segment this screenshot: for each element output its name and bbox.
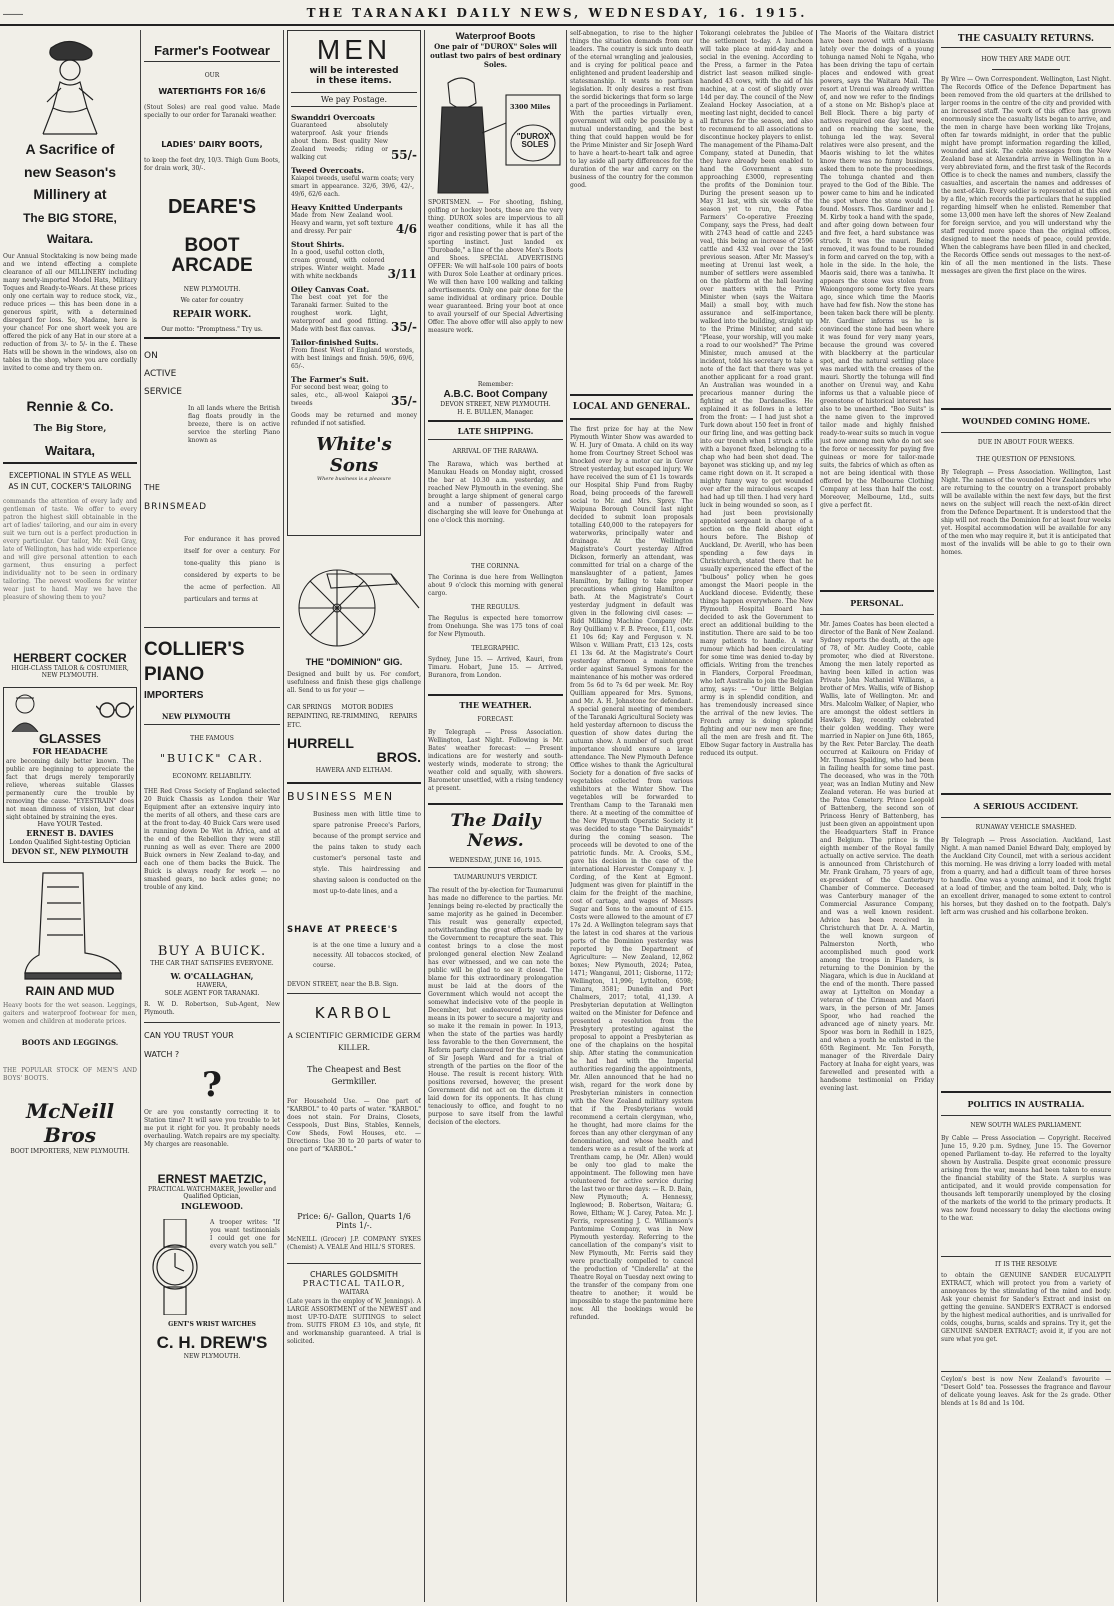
brinsmead-body: For endurance it has proved itself for over a century. For tone-quality this piano is considered by experts to be the acme of perfection. All particulars and terms at [184, 535, 280, 603]
men-ad [287, 30, 421, 536]
davies-name: ERNEST B. DAVIES [26, 827, 114, 838]
corinna-body: The Corinna is due here from Wellington about 9 o'clock this morning with general cargo. [428, 574, 563, 598]
men-item-desc: The best coat yet for the Taranaki farmer. Suited to the roughest work. Light, waterproof and good fitting. Made with best flax canvas. [291, 294, 388, 333]
resolve-body: to obtain the GENUINE SANDER EUCALYPTI EXTRACT, which will protect you from a variety of annoyances by the stimulating of the mind and body. Ask your chemist for Sander's Extract and insist on getting the genuine. SANDER'S EXTRACT is endorsed by the highest medical authorities, and is unrivalled for colds, coughs, burns, scalds and sprains. Try it, get the GENUINE SANDER EXTRACT; avoid it, if you are not sure what you get. [941, 1272, 1111, 1343]
buick-economy: ECONOMY. RELIABILITY. [172, 772, 252, 780]
wristwatch-ad [144, 1219, 280, 1315]
collier-importers: IMPORTERS [144, 690, 204, 702]
men-item-title: Tailor-finished Suits. [291, 338, 379, 347]
masthead-title: THE TARANAKI DAILY NEWS, WEDNESDAY, 16. 1915. [306, 6, 808, 20]
rennie-name: Rennie & Co. [26, 398, 114, 415]
collier-name: COLLIER'S [144, 638, 245, 660]
weather-heading: THE WEATHER. [459, 700, 532, 711]
fold-mark: ―― [3, 9, 23, 20]
service-item: REPAINTING, RE-TRIMMING, [287, 713, 380, 721]
personal-heading: PERSONAL. [850, 598, 904, 608]
sacrifice-line-4: The BIG STORE, [23, 211, 117, 226]
casualty-sub: HOW THEY ARE MADE OUT. [981, 56, 1071, 63]
maetzig-sub: PRACTICAL WATCHMAKER, Jeweller and Qualified Optician, [147, 1186, 277, 1201]
politics-sub: NEW SOUTH WALES PARLIAMENT. [970, 1122, 1082, 1129]
men-item-desc: Kaiapoi tweeds, useful warm coats; very smart in appearance. 32/6, 39/6, 42/-, 49/6, 62/6 each. [291, 175, 414, 198]
abc-name: A.B.C. Boot Company [443, 388, 548, 400]
men-item-price: 4/6 [395, 222, 417, 236]
men-item-price: 55/- [390, 148, 417, 162]
farmer-our: OUR [204, 71, 220, 79]
ladies-title: LADIES' DAIRY BOOTS, [161, 139, 263, 149]
davies-address: DEVON ST., NEW PLYMOUTH [11, 846, 129, 856]
boot-illustration [3, 869, 137, 981]
men-item [291, 113, 417, 162]
leader-date: WEDNESDAY, JUNE 16, 1915. [449, 857, 542, 865]
buick-title: "BUICK" CAR. [159, 751, 265, 765]
durox-headline: One pair of "DUROX" Soles will outlast two pairs of best ordinary Soles. [430, 41, 561, 69]
wounded-due: DUE IN ABOUT FOUR WEEKS. [977, 439, 1075, 446]
business-body: Business men with little time to spare patronise Preece's Parlors, because of the prompt service and the pains taken to study each customer's personal taste and style. This hairdressing and shaving saloon is conducted on the most up-to-date lines, and a [313, 811, 421, 896]
men-interest-2: in these items. [316, 76, 392, 86]
karbol-title: KARBOL [314, 1004, 394, 1023]
glasses-ad [3, 687, 137, 863]
whites-name: White's Sons [316, 434, 392, 476]
active-line-2: ACTIVE [144, 368, 177, 379]
buick-subagent: R. W. D. Robertson, Sub-Agent, New Plymouth. [144, 1000, 280, 1016]
ladies-body: to keep the feet dry, 10/3. Thigh Gum Boots, for drain work, 30/-. [144, 156, 280, 172]
column-3 [284, 30, 424, 1602]
column-1 [0, 30, 140, 1602]
leggings-title: BOOTS AND LEGGINGS. [21, 1037, 119, 1047]
services-list [287, 703, 421, 730]
forecast-heading: FORECAST. [477, 716, 514, 724]
men-item-price: 35/- [390, 394, 417, 408]
whites-tagline: Where business is a pleasure [317, 476, 391, 482]
leader-continued: self-abnegation, to rise to the higher things the situation demands from our leaders. The country is sick unto death of the eternal wrangling and jealousies, and is crying for political peace and enlightened and prudent leadership and statesmanship. It wants no partisan legislation. It only desires a rest from the sordid bickerings that form so large a part of the proceedings in Parliament. With the parties virtually even, government will only be possible by a mutual understanding, and the best thing that could happen would be for the Prime Minister and Sir Joseph Ward to have a heart-to-heart talk and agree to lay aside all party differences for the duration of the war and carry on the business of the country for the common good. [570, 30, 693, 189]
farmer-title: Farmer's Footwear [154, 43, 270, 58]
durox-miles: 3300 Miles [510, 102, 551, 111]
men-item-price: 3/11 [387, 267, 417, 281]
rain-title: RAIN AND MUD [25, 984, 115, 999]
deare-name: DEARE'S [167, 195, 257, 218]
whites-logo [291, 434, 417, 482]
davies-sub: London Qualified Sight-testing Optician [9, 838, 131, 846]
karbol-germ: A SCIENTIFIC GERMICIDE GERM KILLER. [287, 1031, 421, 1053]
men-item [291, 285, 417, 334]
accident-sub: RUNAWAY VEHICLE SMASHED. [975, 824, 1077, 831]
deare-town: NEW PLYMOUTH. [183, 285, 241, 293]
man-with-headache-icon [6, 690, 44, 732]
men-item [291, 338, 417, 371]
collier-town: NEW PLYMOUTH [162, 711, 231, 721]
ceylon-body: Ceylon's best is now New Zealand's favourite — "Desert Gold" tea. Possesses the fragrance and flavour of delicate young leaves. Ask for the 2s grade. Other blends at 1s 8d and 1s 10d. [941, 1376, 1111, 1407]
column-5 [567, 30, 696, 1602]
men-item-title: Tweed Overcoats. [291, 166, 364, 175]
buick-satisfies: THE CAR THAT SATISFIES EVERYONE. [150, 959, 274, 967]
ocallaghan-name: W. O'CALLAGHAN, [170, 970, 254, 981]
column-6 [697, 30, 816, 1602]
sacrifice-body: Our Annual Stocktaking is now being made and we intend effecting a complete clearance of all our MILLINERY including many newly-imported Model Hats, Military Toques and Ready-to-Wears. At these prices only one certain way to reduce stock, viz., reduce prices — this has been done in a generous spirit, with a determined disregard for loss. So, Madame, here is your chance! For one short week you are offered the pick of any Hat in our store at a reduction of from 3/- to 5/- in the £. These Hats will be shown in the windows, also on tables in the shop, where you are cordially invited to come and try them on. [3, 253, 137, 373]
hurrell-name: HURRELL [287, 735, 354, 752]
accident-heading: A SERIOUS ACCIDENT. [973, 801, 1079, 811]
mcneill-address: BOOT IMPORTERS, NEW PLYMOUTH. [10, 1147, 130, 1155]
karbol-sellers: McNEILL (Grocer) J.P. COMPANY SYKES (Chemist) A. VEALE And HILL'S STORES. [287, 1236, 421, 1252]
column-7 [817, 30, 937, 1602]
boot-arcade: BOOT ARCADE [171, 234, 253, 276]
dominion-title: THE "DOMINION" GIG. [305, 657, 403, 667]
service-item: CAR SPRINGS [287, 704, 332, 712]
men-item-price: 35/- [390, 320, 417, 334]
politics-heading: POLITICS IN AUSTRALIA. [967, 1099, 1085, 1109]
repair-work: REPAIR WORK. [172, 309, 252, 320]
karbol-price: Price: 6/- Gallon, Quarts 1/6 Pints 1/-. [297, 1212, 411, 1231]
hurrell-block [287, 736, 421, 765]
maori-story: The Maoris of the Waitara district have been moved with enthusiasm lately over the doings of a young tohunga named Nohi te Ngaha, who has been driving the tapu of certain places and endowed with great powers, says the Waitara Mail. The resort at Urenui was already written of, and now we refer to the findings of a stone on Mr. Bishop's place at Bell Block. There a big party of natives required one day last week, and on reaching the scene, the tohunga led the way. Several relatives were also present, and the Maoris wishing to let the whites know there was no funny business, asked them to note the proceedings. The tohunga chanted and then prayed to the God of the Bible. The power came to him and he indicated the spot where the stone would be found. Mossrs. Thos. Gardiner and J. M. Kirby took a hand with the spade, and after going down between four and five feet, a hard substance was struck. It was the mauri. Being removed, it was found to be rounded in form and carved on the top, with a hole in the side. In the hole, the Maoris said, there was a taniwha. It appears the stone was stolen from Waiongongoro some forty five years ago, since which time the Maoris have had few fish. Now the stone has been taken back there will be plenty. Mr. Gardiner informs us he is convinced the stone had been where it was found for very many years, because the ground was covered with blackberry at the particular spot, and the natural settling place was marked with the creases of the mauri. Shortly the tohunga will find another on Urenui way, and Kahu informs us that a valuable piece of greenstone of historical interest has also to be unearthed. "Boo Suits" is the name given to the improved tailor made and highly finished ready-to-wear suits so much in vogue just now among men who do not see the force or necessity for paying five guineas or more for tailor-made suits, the fabrics of which as often as not are being identical with those offered by the Melbourne Clothing Company at less than half the cost. Moreover, Melbourne, Ltd., suits give a perfect fit. [820, 30, 934, 509]
shave-address: DEVON STREET, near the B.B. Sign. [287, 981, 399, 989]
buick-body: THE Red Cross Society of England selected 20 Buick Chassis as London their War Equipment after an extensive inquiry into the merits of all others, and these cars are at the front to-day. 40 Buick Cars were used in running down De Wet in Africa, and at the end of the Rebellion they were still running as well as ever. There are 2000 Buick owners in New Zealand to-day, and each one of them backs the Buick. The Buick is always ready for work — no smashed gears, no back axles gone; no trouble of any kind. [144, 787, 280, 891]
karbol-body: For Household Use. — One part of "KARBOL" to 40 parts of water. "KARBOL" does not stain. For Drains, Closets, Cesspools, Dust Bins, Stables, Kennels, Cow Sheds, Fowl Houses, etc. — Directions: Use 30 to 20 parts of water to one part of "KARBOL." [287, 1098, 421, 1154]
arrival-body: The Rarawa, which was berthed at Manukau Heads on Monday night, crossed the bar at 10.30 a.m. yesterday, and reached New Plymouth in the evening. She brought a large shipment of general cargo and a number of passengers. After discharging she will leave for Onehunga at one o'clock this morning. [428, 461, 563, 525]
men-item [291, 375, 417, 408]
cocker-headline: EXCEPTIONAL IN STYLE AS WELL AS IN CUT, COCKER'S TAILORING [8, 470, 132, 491]
deare-cater: We cater for country [180, 296, 244, 304]
hurrell-town: HAWERA AND ELTHAM. [315, 767, 393, 775]
accident-body: By Telegraph — Press Association. Auckland, Last Night. A man named Daniel Edward Daly, employed by the Auckland City Council, met with a serious accident this morning. He was driving a lorry loaded with metal from a quarry, and had a difficult team of three horses to handle. One was a young animal, and it took fright at a load of timber, and the team bolted. Daly, who is an excellent driver, managed to some extent to control his horses, but they dashed on to the footpath. Daly's left arm was crushed and his collarbone broken. [941, 837, 1111, 916]
buick-famous: THE FAMOUS [190, 734, 234, 742]
deare-motto: Our motto: "Promptness." Try us. [161, 325, 263, 333]
drew-name: C. H. DREW'S [156, 1333, 268, 1353]
ocallaghan-town: HAWERA, [196, 981, 228, 989]
dominion-body: Designed and built by us. For comfort, usefulness and finish these gigs challenge all. Send to us for your — [287, 671, 421, 695]
active-body: In all lands where the British flag floats proudly in the breeze, there is on active service the sterling Piano known as [188, 404, 280, 444]
telegraphic-body: Sydney, June 15. — Arrived, Kauri, from Timaru. Hobart, June 15. — Arrived, Buranora, from London. [428, 656, 563, 680]
regulus-body: The Regulus is expected here tomorrow from Onehunga. She was 175 tons of coal for New Plymouth. [428, 615, 563, 639]
shipping-heading: LATE SHIPPING. [457, 426, 534, 437]
shave-title: SHAVE AT PREECE'S [287, 925, 399, 936]
service-item: MOTOR BODIES [341, 704, 394, 712]
cocker-body: commands the attention of every lady and gentleman of taste. We offer to every patron the highest skill obtainable in the art of ladies' tailoring, and our aim in every suit we turn out is a perfect production in every particular. Our tailor, Mr. Neil Gray, late of Wellington, has had wide experience and will give personal attention to each garment, thus ensuring a perfect individuality not to be seen in ordinary tailoring. The newest woollens for winter wear just to hand. May we have the pleasure of showing them to you? [3, 497, 137, 601]
active-line-1: ON [144, 350, 158, 361]
masthead [0, 0, 1114, 26]
sacrifice-line-2: new Season's [23, 163, 117, 180]
wounded-heading: WOUNDED COMING HOME. [961, 416, 1091, 426]
column-6-text: Tokorangi celebrates the Jubilee of the settlement to-day. A luncheon will take place at mid-day and a social in the evening. According to the Press, a farmer in the Patea district last season milked single-handed 43 cows, with the aid of his machine, at a cost of slightly over 14d per day. The council of the New Zealand Hockey Association, at a meeting last night, decided to cancel all fixtures for the season, and also to recommend to all associations to discontinue hockey players to enlist. The management of the Pihama-Dalt Company, stated at Dunedin, that they have already been enabled to hand the Government a sum approaching £3000, representing the profits of the Dominion tour. During the present season up to May 31 last, with six weeks of the season yet to run, the Patea Farmers' Co-operative Freezing Company, says the Press, had dealt with 2743 head of cattle and 2245 veal, this being an increase of 2596 cattle and 432 veal over the last previous season. After Mr. Massey's meeting at Urenui last week, a number of settlers were assembled on the platform at the hall leaving over matters with the Prime Minister when (says the Waitara Mail) a small boy, with much assurance and self-importance, walked into the building, straight up to the Prime Minister, and said: "Please, your worship, will you make a road to our woolshed?" The Prime Minister, much amused at the incident, told his secretary to take a note of the fact that there was yet another applicant for a road grant. An Australian was wounded in a precarious manner during the fighting at the Dardanelles. He explained it as follows in a letter from the front: — I had just shot a Turk down about 150 feet in front of our firing line, and was getting back into our trench when I struck a rifle with a bayonet fixed, belonging to a chap who had been shot dead. The bayonet was sticking up, and my leg came right down on it. It scraped a mighty funny way to get wounded over after the miraculous escapes I had had up till then. I had very hard luck in being wounded so soon, as I had just been provisionally appointed sergeant in charge of a section on the field about eight hours before. The Bishop of Auckland, Dr. Averill, who has been spending a few days in Christchurch, stated there that he usually experienced the effect of the "bulbous" policy when he goes amongst the Maori people in the Auckland diocese. Evidently, these things happen everywhere. The New Plymouth Hospital Board has decided to ask the Government to erect an additional building to the institution. There are said to be too many patients to handle. A war rumour which had been circulating for some time was denied to-day by officials. Writing from the trenches in Flanders, Corporal Freedman, who left Australia to join the Belgian army, says: — "Our little Belgian army is in splendid condition, and has tremendously increased since the arrival of the new levies. The French army is doing splendid fighting and our new men are fine; all the men are fresh and fit. The Elbow Sugar factory in Australia has reduced its output. [700, 30, 813, 757]
men-postage: We pay Postage. [291, 92, 417, 107]
durox-body: SPORTSMEN. — For shooting, fishing, golfing or hockey boots, these are the very thing. DUROX soles are impervious to all weather conditions, while it has all the rigor and resisting power that is part of the sporting instinct. Just landed ex "Durobade," a line of the above Men's Boots and Shoes. SPECIAL ADVERTISING OFFER: We will half-sole 100 pairs of boots with Durox Sole Leather at ordinary prices. We will then have 100 walking and talking advertisements. Only one pair done for the same individual at ordinary price. Double wear guaranteed. Bring your boot at once to avail yourself of our Special Advertising Offer. The above offer will also apply to new measure work. [428, 198, 563, 334]
brinsmead-the: THE [144, 482, 160, 492]
local-body: The first prize for hay at the New Plymouth Winter Show was awarded to W. H. Jury of Omata. A child on its way home from Courtney Street School was knocked over by a motor car in Gover Street yesterday, but escaped injury. We have received the sum of £1 1s towards our Hospital Ship Fund from Rugby Road, being proceeds of the farewell social to Mr. and Mrs. Sprey. The Waipuna Borough Council last night decided to submit loan proposals totalling £40,000 to the ratepayers for waterworks, principally water and drainage. At the Wellington Magistrate's Court yesterday Alfred Dickson, formerly an attendant, was committed for trial on a charge of the manslaughter of a patient, James Hamilton, by failing to take proper precautions when giving Hamilton a bath. At the Magistrate's Court yesterday judgment in default was given in the following civil cases: — Ridd Milking Machine Company (Mr. Roy Quilliam) v. F. B. Preece, £11, costs £1 10s 6d; Kay and Ferguson v. N. Wilson v. William Pratt, £13 12s, costs £1 13s 6d. At the Magistrate's Court yesterday afternoon a maintenance order against Samuel Symons for the maintenance of his mother was ordered from 5s 6d to 7s 6d per week. Mr. Roy Quilliam appeared for Mrs. Symons, and Mr. A. H. Johnstone for defendant. A special general meeting of members of the Taranaki Agricultural Society was held yesterday afternoon to discuss the question of show dates during the autumn show. A number of such great importance should ensure a large attendance. The New Plymouth Defence Office wishes to thank the Agricultural Society for a donation of five sacks of vegetables collected from various exhibitors at the Winter Show. The vegetables will be forwarded to Trentham Camp to the Taranaki men there. At a meeting of the committee of the New Plymouth Operatic Society it was decided to stage "The Dairymaids" during the coming season. The proceeds will be devoted to one of the patriotic funds. Mr. A. Crooks, S.M., gave his decision in the case of the international Harvester Company v. J. Cording, of the Kent at Egmont. Judgment was given for plaintiff in the claim for the freight of the machine, cost of cartage, and wages of Messrs Sugar and Sons to the amount of £15. Costs were allowed to the amount of £7 17s 2d. A Wellington telegram says that the latest in cod shares at the various ports of the Dominion yesterday was reported by the Department of Agriculture: — New Zealand, 12,862 boxes; New Plymouth, 2024; Patea, 1471; Wanganui, 2011; Gisborne, 1172; Wellington, 11,996; Lyttelton, 6598; Timaru, 3581; Dunedin and Port Chalmers, 2017; total, 41,139. A Presbyterian deputation at Wellington waited on the Minister for Defence and presented a resolution from the Presbytery protesting against the proposal to appoint a Presbyterian as one of the chaplains on the hospital ship. After stating the communication he had had with the Imperial authorities regarding the appointments, Mr. Allen announced that he had no wish, regard for the work done by Presbyterian ministers in connection with the New Zealand military system that if the Presbyterians would recommend a certain clergyman, who, he thought, had more claims for the forces than any other clergyman of any denomination, and whose health and tenders were as a result of the work at Trentham camp, he (Mr. Allen) would be only too glad to make the appointment. The following men have volunteered for active service during the last two or three days: — R. D. Bain, New Plymouth; A. Hennessy, Inglewood; B. Robertson, Waitara; G. Rowe, Eltham; W. J. Carey, Patea. Mr. J. Ferris, representing J. C. Williamson's Pantomime Company, was in New Plymouth yesterday. Referring to the cancellation of the company's visit to New Plymouth, Mr. Ferris said they were practically compelled to cancel the production of "Cinderella" at the Theatre Royal on Tuesday next owing to the transfer of the company from one theatre to another; it would be impossible to stage the pantomime here now. All the bookings would be refunded. [570, 426, 693, 1321]
shave-body: is at the one time a luxury and a necessity. All tobaccos stocked, of course. [313, 942, 421, 970]
men-item-title: The Farmer's Suit. [291, 375, 369, 384]
sacrifice-line-5: Waitara. [46, 231, 94, 246]
abc-address: DEVON STREET, NEW PLYMOUTH. [440, 401, 551, 409]
durox-illustration [428, 73, 563, 195]
sacrifice-line-1: A Sacrifice of [25, 141, 115, 157]
goldsmith-body: (Late years in the employ of W. Jennings). A LARGE ASSORTMENT of the NEWEST and most UP-TO-DATE SUITINGS to select from. SUITS FROM £3 10s, and style, fit and workmanship guaranteed. A trial is solicited. [287, 1298, 421, 1346]
durox-remember: Remember: [477, 380, 514, 388]
personal-body: Mr. James Coates has been elected a director of the Bank of New Zealand. Sydney reports the death, at the age of 78, of Mr. Audley Coote, cable promoter, who died at Riverstone. Among the men lately reported as having been killed in action was Private John Nathaniel Williams, a brother of Mrs. Wallis, wife of Bishop Wallis, late of Wellington. Mr. and Mrs. Malcolm Walker, of Napier, who are amongst the oldest settlers in Hawke's Bay, recently celebrated their golden wedding. They were married in Napier on June 6th, 1865, by the Rev. Peter Barclay. The death occurred at Kaikoura on Friday of Mr. Thomas Spalding, who had been in failing health for some time past. The deceased, who was in the 70th year, was an Indian Mutiny and New Zealand veteran. He was buried at the Patea Cemetery. Prince Leopold of Battenberg, the second son of Princess Henry of Battenberg, has just been given an appointment upon the Headquarters Staff in France and Belgium. The prince is the eighth member of the Royal family actually on active service. The death is announced from Christchurch of Mr. Frank Graham, 75 years of age, ex-president of the Canterbury Chamber of Commerce. Deceased was Canterbury manager of the Commercial Assurance Company, and was a well known resident. Advice has been received in Christchurch that Dr. A. A. Martin, the well known surgeon of Palmerston North, who accomplished much good work among the troops in Flanders, is returning to the Dominion by the Niagara, which is due in Auckland at the end of the month. There passed away at Lyttelton on Monday a veteran of the Crimean and Maori wars, in the person of Mr. James Spoor, who had reached the advanced age of ninety years. Mr. Spoor was born in Redhill in 1825, and when a youth he enlisted in the 65th Regiment. Mr. Ten Forsyth, manager of the Riverdale Dairy Factory at Inaha for eight years, was farewelled and presented with a handsome testimonial on Friday evening last. [820, 621, 934, 1092]
men-item-title: Heavy Knitted Underpants [291, 203, 403, 212]
buy-buick: BUY A BUICK. [157, 943, 267, 959]
brinsmead-name: BRINSMEAD [144, 501, 208, 512]
active-line-3: SERVICE [144, 386, 182, 397]
local-heading: LOCAL AND GENERAL. [572, 402, 691, 412]
service-item: REPAIRS [389, 713, 418, 721]
men-item-desc: In a good, useful cotton cloth, cream ground, with colored stripes. Winter weight. Made with white neckbands [291, 249, 385, 280]
gig-illustration [287, 544, 421, 654]
gents-wrist: GENT'S WRIST WATCHES [168, 1321, 256, 1329]
rain-footer: THE POPULAR STOCK OF MEN'S AND BOYS' BOOTS. [3, 1066, 137, 1082]
watch-body: Or are you constantly correcting it to Station time? It will save you trouble to let me put it right for you. It probably needs overhauling. Watch repairs are my specialty. My charges are reasonable. [144, 1108, 280, 1148]
buick-agent: SOLE AGENT FOR TARANAKI. [164, 989, 260, 997]
collier-piano: PIANO [144, 664, 205, 686]
men-item [291, 240, 417, 281]
cocker-name: HERBERT COCKER [13, 650, 127, 665]
casualty-heading: THE CASUALTY RETURNS. [957, 34, 1095, 44]
regulus-heading: THE REGULUS. [471, 604, 520, 612]
goldsmith-town: WAITARA [339, 1289, 369, 1297]
watertights-body: (Stout Soles) are real good value. Made specially to our order for Taranaki weather. [144, 103, 280, 119]
weather-body: By Telegraph — Press Association. Wellington, Last Night. Following is Mr. Bates' weather forecast: — Present indications are for westerly and south-westerly winds, moderate to strong; the weather cold and squally, with showers. Barometer unsettled, with a rising tendency at present. [428, 729, 563, 793]
resolve-heading: IT IS THE RESOLVE [994, 1261, 1058, 1268]
active-service [144, 347, 280, 401]
casualty-body: By Wire — Own Correspondent. Wellington, Last Night. The Records Office of the Defence Department has been removed from the old quarters at the drillshed to larger rooms in the centre of the city and provided with an increased staff. The work of this office has grown enormously since the casualty lists began to arrive, and the men in charge have been working like Trojans, often far towards midnight, in order that the public might have prompt information regarding the killed, wounded and sick. The cable messages from the New Zealand base at Alexandria arrive in Wellington in a very abbreviated form, and the first task of the Records Office is to check the names and numbers, classify the casualties, and ascertain the names and addresses of the next-of-kin. Every soldier is represented at this end by a file, which records the particulars that he supplied regarding himself when he enlisted. Remember that some 13,000 men have left the shores of New Zealand for foreign service, and you will understand why the staff required more space than the original offices, designed to meet the needs of peace, could provide. When the cablegrams have been filled in and checked, the Records Office sends out messages to the next-of-kin of all the men mentioned in the lists. These messages are given the first place on the wires. [941, 76, 1111, 275]
watertights-title: WATERTIGHTS FOR 16/6 [158, 86, 266, 96]
goldsmith-name: CHARLES GOLDSMITH [309, 1270, 399, 1280]
men-item-desc: Guaranteed absolutely waterproof. Ask your friends about them. Best quality New Zealand tweeds; riding or walking cut [291, 122, 388, 161]
men-item [291, 203, 417, 236]
men-items [291, 113, 417, 408]
glasses-have: Have YOUR Tested. [37, 819, 103, 828]
service-item: ETC. [287, 722, 302, 730]
men-title: MEN [316, 34, 392, 65]
men-item-title: Swanddri Overcoats [291, 113, 375, 122]
men-returned: Goods may be returned and money refunded if not satisfied. [291, 412, 417, 427]
daily-news-title: The Daily News. [450, 811, 541, 852]
glasses-body: are becoming daily better known. The public are beginning to appreciate the fact that drugs merely temporarily relieve, whereas suitable Glasses permanently cure the trouble by removing the cause. "EYESTRAIN" does not mean dimness of vision, but clear sight obtained by straining the eyes. [6, 757, 134, 820]
maetzig-name: ERNEST MAETZIC, [157, 1171, 267, 1186]
spectacles-icon [96, 690, 134, 732]
rennie-sub: The Big Store, [33, 423, 107, 434]
lady-illustration [3, 36, 137, 136]
column-2 [141, 30, 283, 1602]
hurrell-bros: BROS. [376, 749, 421, 766]
men-item-title: Stout Shirts. [291, 240, 345, 249]
men-item-desc: From finest West of England worsteds, with best linings and finish. 59/6, 69/6, 65/-. [291, 347, 414, 370]
arrival-heading: ARRIVAL OF THE RARAWA. [452, 448, 539, 456]
durox-soles: "DUROX" SOLES [516, 131, 554, 150]
men-item-desc: For second best wear, going to sales, etc., all-wool Kaiapoi tweeds [291, 384, 388, 407]
politics-body: By Cable — Press Association — Copyright. Received June 15, 9.20 p.m. Sydney, June 15. The Governor opened Parliament to-day. He referred to the loyalty shown by Australia. Despite great economic pressure arising from the war, means had been taken to ensure the financial stability of the State. A surplus was anticipated, and it would provide compensation for thousands left temporarily unemployed by the closing of the markets of the world to the primary products. It was now found necessary to delay the elections owing to the war. [941, 1135, 1111, 1222]
watch-label: WATCH ? [144, 1049, 180, 1059]
telegraphic-heading: TELEGRAPHIC. [471, 645, 520, 653]
men-item-title: Oiley Canvas Coat. [291, 285, 370, 294]
abc-manager: H. E. BULLEN, Manager. [457, 409, 534, 417]
rain-body: Heavy boots for the wet season. Leggings, gaiters and waterproof footwear for men, women and children at moderate prices. [3, 1001, 137, 1025]
cocker-trade: HIGH-CLASS TAILOR & COSTUMIER, NEW PLYMOUTH. [11, 665, 129, 680]
maetzig-town: INGLEWOOD. [181, 1201, 243, 1212]
goldsmith-tailor: PRACTICAL TAILOR, [302, 1279, 406, 1289]
drew-town: NEW PLYMOUTH. [183, 1353, 241, 1361]
business-title: BUSINESS MEN [287, 790, 395, 804]
wristwatch-icon [144, 1219, 206, 1315]
leader-heading: TAUMARUNUI'S VERDICT. [453, 874, 538, 882]
glasses-title: GLASSES [38, 731, 102, 747]
men-item [291, 166, 417, 199]
sacrifice-line-3: Millinery at [33, 186, 107, 203]
men-interest-1: will be interested [309, 66, 399, 76]
column-8 [938, 30, 1114, 1602]
leader-body: The result of the by-election for Taumarunui has made no difference to the parties. Mr. Jennings being re-elected by practically the same majority as he gained in December. This result was generally expected, notwithstanding the great efforts made by the Government to recapture the seat. This contest brings to a close the most prolonged general election New Zealand has ever witnessed, and we can note the public will be glad to see it closed. The blame for this extraordinary prolongation must be laid at the doors of the Government which would not accept the somewhat indecisive vote of the people in December, but endeavoured by various means in its power to secure a majority and so make it the remain in power. In 1913, when the state of the parties was hardly less favorable to the then Government, the Reform party clamoured for the resignation of Sir Joseph Ward and for a trial of strength of the parties on the floor of the House. The result is recent history. With positions reversed, however, the present Government did not act on the dictum it laid down for its opponents. It has clung tenaciously to office, and fought to no purpose to save itself from the lawful decision of the electors. [428, 887, 563, 1127]
question-mark: ? [202, 1064, 222, 1105]
wounded-body: By Telegraph — Press Association. Wellington, Last Night. The names of the wounded New Zealanders who are returning to the country on a transport probably will be available within the next few days, but the first news on the subject will reach the next-of-kin direct from the Defence Department. It is understood that the ship will not reach the Dominion for at least four weeks yet. Hospital accommodation will be available for any of the men who may require it, but it is anticipated that most of the invalids will be able to go to their own homes. [941, 469, 1111, 556]
waterproof-title: Waterproof Boots [455, 31, 536, 42]
rennie-town: Waitara, [44, 442, 96, 458]
mcneill-name: McNeill Bros [25, 1098, 115, 1147]
column-4 [425, 30, 566, 1602]
glasses-for: FOR HEADACHE [32, 745, 108, 756]
corinna-heading: THE CORINNA. [471, 563, 520, 571]
wounded-pensions: THE QUESTION OF PENSIONS. [976, 456, 1076, 463]
men-item-desc: Made from New Zealand wool. Heavy and warm, yet soft texture and dressy. Per pair [291, 212, 393, 235]
trooper-quote: A trooper writes: "If you want testimonials I could get one for every watch you sell." [210, 1219, 280, 1251]
karbol-cheapest: The Cheapest and Best Germkiller. [307, 1065, 401, 1087]
trust-watch: CAN YOU TRUST YOUR [144, 1030, 234, 1040]
